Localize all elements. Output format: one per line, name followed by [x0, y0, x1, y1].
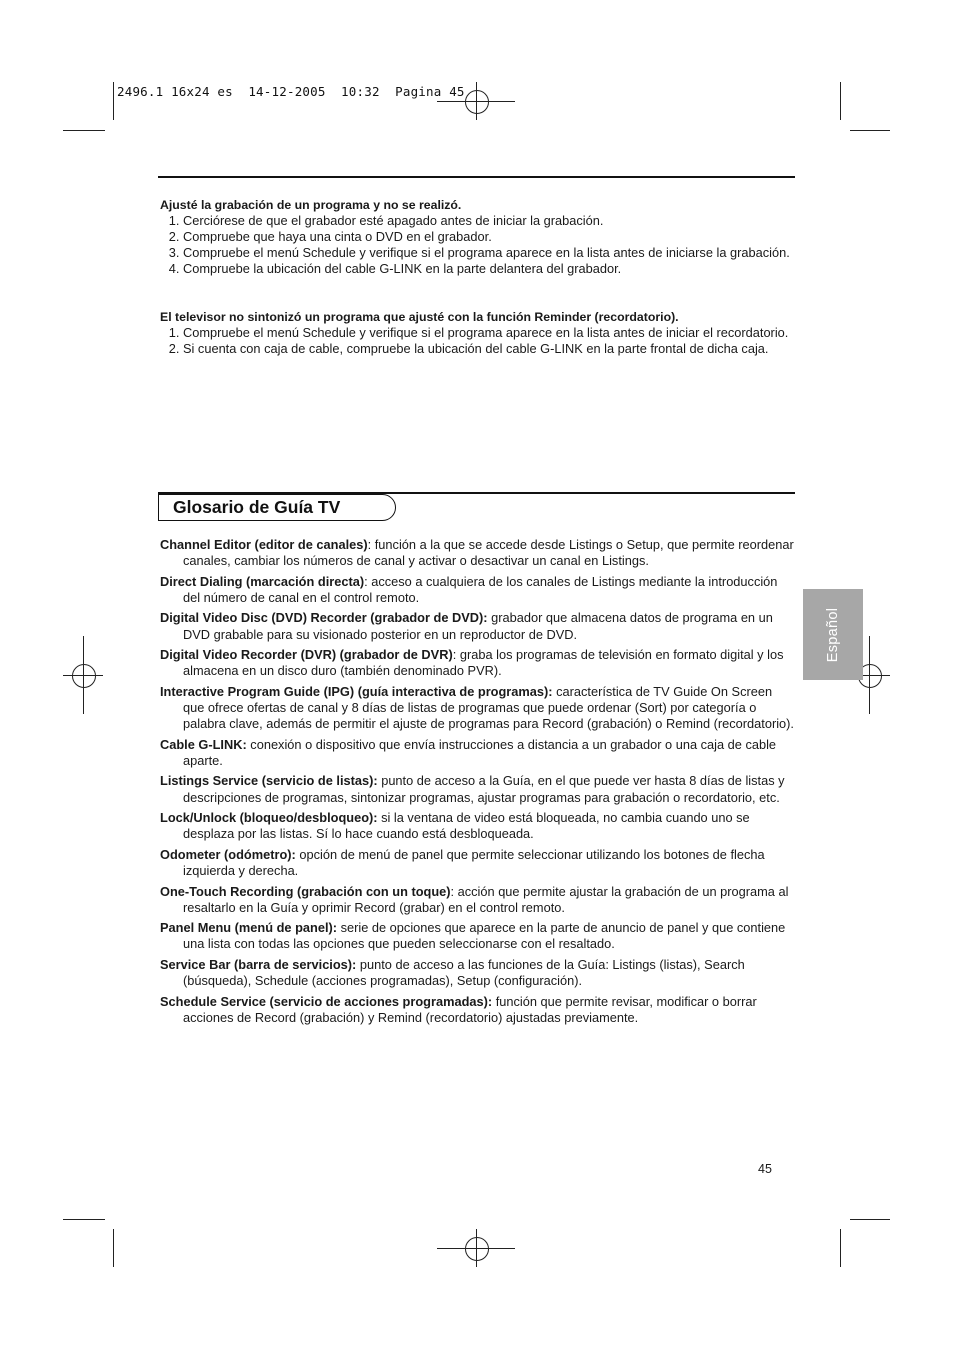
glossary-entry [160, 610, 794, 642]
glossary-term: Direct Dialing (marcación directa) [160, 573, 365, 589]
glossary-entry [160, 920, 794, 952]
glossary-term: Listings Service (servicio de listas): [160, 773, 378, 789]
glossary-definition: serie de opciones que aparece en la parte de anuncio de panel y que contiene una lista con todas las opciones que pueden seleccionarse con el resaltado. [183, 920, 786, 952]
glossary-term: Schedule Service (servicio de acciones programadas): [160, 993, 493, 1009]
list-item: 4. Compruebe la ubicación del cable G-LINK en la parte delantera del grabador. [183, 261, 793, 277]
glossary-entry [160, 647, 794, 679]
glossary-definition: característica de TV Guide On Screen que ofrece ofertas de canal y 8 días de listas de programas que puede ordenar (Sort) por categoría o palabra clave, además de permitir el ajuste de programas para Record (grabación) o Remind (recordatorio). [183, 683, 794, 732]
glossary-definition: conexión o dispositivo que envía instrucciones a distancia a un grabador o una caja de cable aparte. [183, 736, 777, 768]
glossary-term: Digital Video Recorder (DVR) (grabador de DVR) [160, 647, 453, 663]
glossary-entry [160, 737, 794, 769]
glossary-term: One-Touch Recording (grabación con un toque) [160, 883, 451, 899]
glossary-entry [160, 684, 794, 733]
glossary-entry [160, 994, 794, 1026]
glossary-term: Lock/Unlock (bloqueo/desbloqueo): [160, 810, 378, 826]
glossary-definition: : acción que permite ajustar la grabación de un programa al resaltarlo en la Guía y oprimir Record (grabar) en el control remoto. [183, 883, 789, 915]
language-tab [803, 589, 863, 680]
crop-mark [850, 130, 890, 131]
page-number: 45 [758, 1162, 772, 1176]
question-title: Ajusté la grabación de un programa y no se realizó. [160, 198, 462, 212]
crop-mark [113, 82, 114, 120]
crop-mark [840, 82, 841, 120]
glossary-term: Odometer (odómetro): [160, 846, 296, 862]
top-rule [158, 176, 795, 178]
list-item: 1. Cerciórese de que el grabador esté apagado antes de iniciar la grabación. [183, 213, 793, 229]
crop-mark [113, 1229, 114, 1267]
glossary-entry [160, 957, 794, 989]
crop-mark [63, 130, 105, 131]
glossary-term: Interactive Program Guide (IPG) (guía interactiva de programas): [160, 683, 553, 699]
glossary-definition: si la ventana de video está bloqueada, no cambia cuando uno se desplaza por las listas. Sí lo hace cuando está desbloqueada. [183, 810, 750, 842]
print-slug: 2496.1 16x24 es 14-12-2005 10:32 Pagina 45 [117, 84, 465, 99]
glossary-entry [160, 537, 794, 569]
glossary-entry [160, 574, 794, 606]
glossary-definition: : acceso a cualquiera de los canales de Listings mediante la introducción del número de canal en el control remoto. [183, 573, 778, 605]
list-item: 1. Compruebe el menú Schedule y verifique si el programa aparece en la lista antes de iniciar el recordatorio. [183, 325, 793, 341]
section-heading: Glosario de Guía TV [158, 494, 396, 521]
glossary-term: Channel Editor (editor de canales) [160, 537, 368, 552]
glossary-list [160, 537, 794, 1030]
glossary-definition: punto de acceso a las funciones de la Guía: Listings (listas), Search (búsqueda), Schedule (acciones programadas), Setup (configuración). [183, 956, 745, 989]
list-item: 3. Compruebe el menú Schedule y verifique si el programa aparece en la lista antes de iniciarse la grabación. [183, 245, 793, 261]
glossary-definition: : función a la que se accede desde Listings o Setup, que permite reordenar canales, cambiar los números de canal y activar o desactivar un canal en Listings. [183, 537, 794, 569]
list-item: 2. Compruebe que haya una cinta o DVD en el grabador. [183, 229, 793, 245]
crop-mark [850, 1219, 890, 1220]
glossary-entry [160, 810, 794, 842]
step-list [160, 213, 793, 277]
glossary-definition: punto de acceso a la Guía, en el que puede ver hasta 8 días de listas y descripciones de programas, sintonizar programas, ajustar programas para grabación o recordatorio, etc. [183, 773, 785, 805]
glossary-term: Panel Menu (menú de panel): [160, 920, 338, 936]
glossary-entry [160, 884, 794, 916]
language-tab-label: Español [825, 607, 841, 663]
glossary-term: Digital Video Disc (DVD) Recorder (grabador de DVD): [160, 610, 488, 626]
list-item: 2. Si cuenta con caja de cable, compruebe la ubicación del cable G-LINK en la parte frontal de dicha caja. [183, 341, 793, 357]
step-list [160, 325, 793, 357]
troubleshooting-recording [160, 197, 793, 277]
crop-mark [63, 1219, 105, 1220]
crop-mark [840, 1229, 841, 1267]
glossary-entry [160, 773, 794, 805]
glossary-definition: : graba los programas de televisión en formato digital y los almacena en un disco duro (también denominado PVR). [183, 647, 784, 679]
glossary-definition: función que permite revisar, modificar o borrar acciones de Record (grabación) y Remind (recordatorio) ajustadas previamente. [183, 993, 757, 1025]
question-title: El televisor no sintonizó un programa que ajusté con la función Reminder (recordatorio). [160, 310, 679, 324]
glossary-definition: grabador que almacena datos de programa en un DVD grabable para su visionado posterior en un reproductor de DVD. [183, 610, 773, 642]
glossary-term: Service Bar (barra de servicios): [160, 956, 357, 972]
glossary-definition: opción de menú de panel que permite seleccionar utilizando los botones de flecha izquierda y derecha. [183, 846, 765, 879]
glossary-entry [160, 847, 794, 879]
glossary-term: Cable G-LINK: [160, 736, 247, 752]
troubleshooting-reminder [160, 309, 793, 357]
